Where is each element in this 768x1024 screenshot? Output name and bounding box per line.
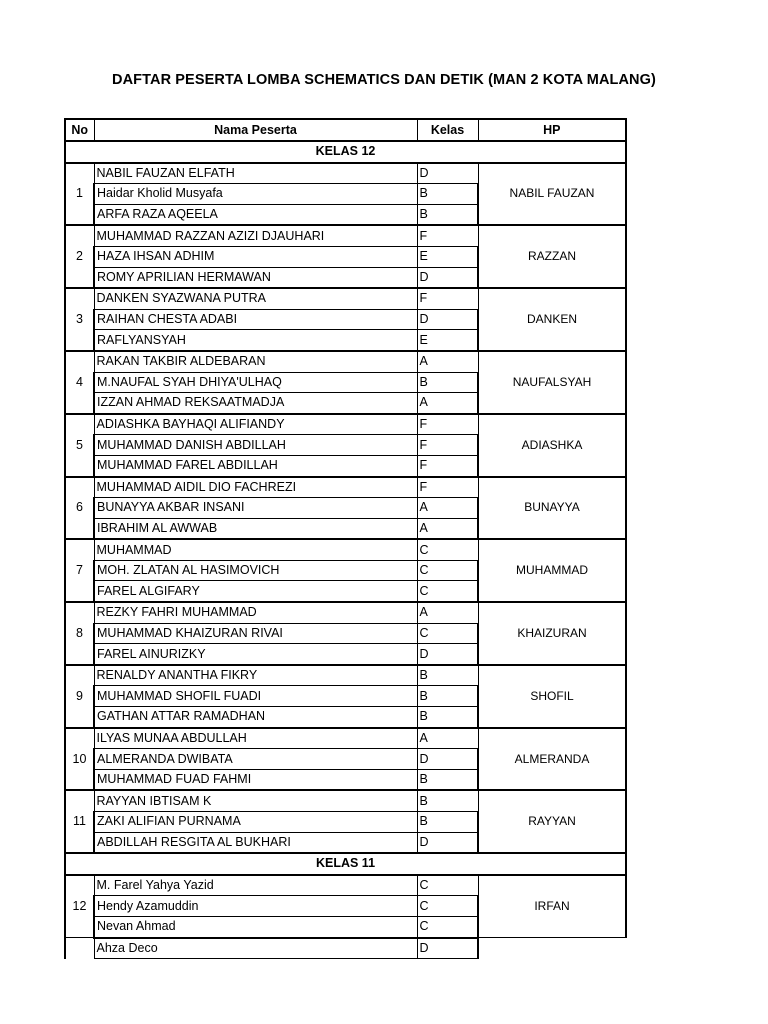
group-number: 9 — [65, 665, 94, 728]
participant-name: MUHAMMAD — [94, 539, 417, 560]
group-number — [65, 938, 94, 959]
participant-name: MUHAMMAD DANISH ABDILLAH — [94, 435, 417, 456]
participant-name: GATHAN ATTAR RAMADHAN — [94, 707, 417, 728]
participant-name: ALMERANDA DWIBATA — [94, 749, 417, 770]
group-contact: NAUFALSYAH — [478, 351, 626, 414]
participant-class: C — [417, 875, 478, 896]
participant-class: F — [417, 288, 478, 309]
group-number: 11 — [65, 790, 94, 853]
participant-class: D — [417, 644, 478, 665]
header-nama-peserta: Nama Peserta — [94, 119, 417, 141]
participant-class: C — [417, 581, 478, 602]
group-contact: IRFAN — [478, 875, 626, 938]
participant-name: FAREL ALGIFARY — [94, 581, 417, 602]
participant-name: HAZA IHSAN ADHIM — [94, 246, 417, 267]
participant-name: MUHAMMAD AIDIL DIO FACHREZI — [94, 477, 417, 498]
participant-class: A — [417, 602, 478, 623]
participant-class: D — [417, 163, 478, 184]
participant-name: ARFA RAZA AQEELA — [94, 204, 417, 225]
participant-name: MUHAMMAD FAREL ABDILLAH — [94, 455, 417, 476]
participant-name: RAKAN TAKBIR ALDEBARAN — [94, 351, 417, 372]
table-row — [65, 163, 626, 184]
group-contact — [478, 938, 626, 959]
group-number: 12 — [65, 875, 94, 938]
group-contact: RAZZAN — [478, 225, 626, 288]
participant-name: RAYYAN IBTISAM K — [94, 790, 417, 811]
table-row — [65, 728, 626, 749]
participant-class: E — [417, 246, 478, 267]
participant-name: BUNAYYA AKBAR INSANI — [94, 498, 417, 519]
participant-class: B — [417, 372, 478, 393]
participant-name: NABIL FAUZAN ELFATH — [94, 163, 417, 184]
table-row — [65, 602, 626, 623]
table-row — [65, 351, 626, 372]
participant-name: IBRAHIM AL AWWAB — [94, 518, 417, 539]
header-kelas: Kelas — [417, 119, 478, 141]
group-number: 2 — [65, 225, 94, 288]
group-contact: ADIASHKA — [478, 414, 626, 477]
table-row — [65, 288, 626, 309]
participant-class: B — [417, 204, 478, 225]
group-contact: DANKEN — [478, 288, 626, 351]
participant-name: REZKY FAHRI MUHAMMAD — [94, 602, 417, 623]
participant-class: F — [417, 455, 478, 476]
participant-class: A — [417, 518, 478, 539]
participant-class: F — [417, 435, 478, 456]
group-contact: ALMERANDA — [478, 728, 626, 791]
participant-class: D — [417, 832, 478, 853]
participant-name: MOH. ZLATAN AL HASIMOVICH — [94, 560, 417, 581]
table-row — [65, 414, 626, 435]
participant-class: C — [417, 916, 478, 937]
participant-class: D — [417, 309, 478, 330]
participant-class: B — [417, 184, 478, 205]
participant-class: A — [417, 393, 478, 414]
participant-class: B — [417, 665, 478, 686]
participant-name: Nevan Ahmad — [94, 916, 417, 937]
participant-name: ILYAS MUNAA ABDULLAH — [94, 728, 417, 749]
participant-class: B — [417, 790, 478, 811]
participant-name: FAREL AINURIZKY — [94, 644, 417, 665]
participant-name: RENALDY ANANTHA FIKRY — [94, 665, 417, 686]
participant-class: B — [417, 686, 478, 707]
group-contact: MUHAMMAD — [478, 539, 626, 602]
group-contact: BUNAYYA — [478, 477, 626, 540]
participant-name: MUHAMMAD FUAD FAHMI — [94, 769, 417, 790]
participant-name: M. Farel Yahya Yazid — [94, 875, 417, 896]
participant-class: B — [417, 812, 478, 833]
participant-class: A — [417, 351, 478, 372]
group-contact: RAYYAN — [478, 790, 626, 853]
participant-name: M.NAUFAL SYAH DHIYA'ULHAQ — [94, 372, 417, 393]
header-hp: HP — [478, 119, 626, 141]
table-row — [65, 539, 626, 560]
section-label: KELAS 12 — [65, 141, 626, 163]
group-contact: SHOFIL — [478, 665, 626, 728]
participant-name: MUHAMMAD KHAIZURAN RIVAI — [94, 623, 417, 644]
participant-name: MUHAMMAD SHOFIL FUADI — [94, 686, 417, 707]
participant-class: C — [417, 539, 478, 560]
group-number: 5 — [65, 414, 94, 477]
table-row — [65, 938, 626, 959]
participant-class: D — [417, 938, 478, 959]
participant-class: A — [417, 728, 478, 749]
header-no: No — [65, 119, 94, 141]
table-row — [65, 790, 626, 811]
group-contact: KHAIZURAN — [478, 602, 626, 665]
table-row — [65, 875, 626, 896]
participant-table — [64, 118, 627, 959]
participant-name: Haidar Kholid Musyafa — [94, 184, 417, 205]
participant-class: B — [417, 769, 478, 790]
participant-class: C — [417, 623, 478, 644]
group-number: 1 — [65, 163, 94, 226]
participant-name: ZAKI ALIFIAN PURNAMA — [94, 812, 417, 833]
participant-name: IZZAN AHMAD REKSAATMADJA — [94, 393, 417, 414]
participant-name: ADIASHKA BAYHAQI ALIFIANDY — [94, 414, 417, 435]
participant-class: E — [417, 330, 478, 351]
group-number: 10 — [65, 728, 94, 791]
participant-name: RAIHAN CHESTA ADABI — [94, 309, 417, 330]
participant-class: D — [417, 267, 478, 288]
table-row — [65, 225, 626, 246]
group-contact: NABIL FAUZAN — [478, 163, 626, 226]
participant-class: D — [417, 749, 478, 770]
participant-class: F — [417, 225, 478, 246]
group-number: 3 — [65, 288, 94, 351]
group-number: 4 — [65, 351, 94, 414]
participant-name: MUHAMMAD RAZZAN AZIZI DJAUHARI — [94, 225, 417, 246]
participant-name: DANKEN SYAZWANA PUTRA — [94, 288, 417, 309]
participant-class: B — [417, 707, 478, 728]
group-number: 6 — [65, 477, 94, 540]
participant-class: A — [417, 498, 478, 519]
participant-name: ABDILLAH RESGITA AL BUKHARI — [94, 832, 417, 853]
participant-name: ROMY APRILIAN HERMAWAN — [94, 267, 417, 288]
section-label: KELAS 11 — [65, 853, 626, 875]
table-row — [65, 477, 626, 498]
group-number: 8 — [65, 602, 94, 665]
document-title: DAFTAR PESERTA LOMBA SCHEMATICS DAN DETIK (MAN 2 KOTA MALANG) — [112, 72, 656, 88]
table-row — [65, 665, 626, 686]
participant-class: F — [417, 477, 478, 498]
participant-name: Ahza Deco — [94, 938, 417, 959]
participant-class: C — [417, 560, 478, 581]
section-row — [65, 141, 626, 163]
section-row — [65, 853, 626, 875]
group-number: 7 — [65, 539, 94, 602]
table-header-row — [65, 119, 626, 141]
participant-class: C — [417, 896, 478, 917]
participant-name: Hendy Azamuddin — [94, 896, 417, 917]
participant-class: F — [417, 414, 478, 435]
participant-name: RAFLYANSYAH — [94, 330, 417, 351]
